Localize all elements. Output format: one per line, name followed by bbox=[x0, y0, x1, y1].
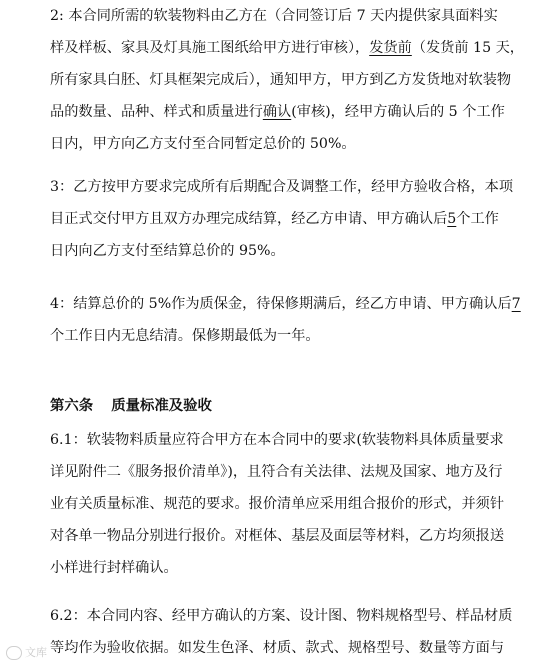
text-line: 详见附件二《服务报价清单》)，且符合有关法律、法规及国家、地方及行 bbox=[50, 464, 503, 480]
text-line: 日内，甲方向乙方支付至合同暂定总价的 50%。 bbox=[50, 136, 356, 152]
underlined-text: 确认 bbox=[262, 104, 292, 120]
text-line: 对各单一物品分别进行报价。对框体、基层及面层等材料，乙方均须报送 bbox=[50, 528, 505, 544]
clause-5-4-paragraph bbox=[50, 288, 521, 352]
text-line: 个工作日内无息结清。保修期最低为一年。 bbox=[50, 328, 320, 344]
article-title: 质量标准及验收 bbox=[111, 397, 212, 414]
text-line: 4：结算总价的 5%作为质保金，待保修期满后，经乙方申请、甲方确认后7 bbox=[50, 296, 521, 312]
article-number: 第六条 bbox=[50, 397, 94, 414]
underlined-text: 发货前 bbox=[369, 40, 412, 56]
text-line: 2: 本合同所需的软装物料由乙方在（合同签订后 7 天内提供家具面料实 bbox=[50, 8, 498, 24]
clause-6-2-paragraph bbox=[50, 600, 513, 664]
watermark-logo-icon bbox=[6, 646, 22, 660]
text-line: 品的数量、品种、样式和质量进行确认(审核)，经甲方确认后的 5 个工作 bbox=[50, 104, 505, 120]
text-line: 3：乙方按甲方要求完成所有后期配合及调整工作，经甲方验收合格，本项 bbox=[50, 179, 514, 195]
watermark: 文库 bbox=[6, 646, 47, 660]
clause-6-1-paragraph bbox=[50, 424, 508, 584]
underlined-text: 5 bbox=[447, 211, 457, 227]
text-line: 样及样板、家具及灯具施工图纸给甲方进行审核），发货前（发货前 15 天， bbox=[50, 40, 524, 56]
underlined-text: 7 bbox=[511, 296, 521, 312]
text-line: 等均作为验收依据。如发生色泽、材质、款式、规格型号、数量等方面与 bbox=[50, 640, 505, 656]
text-line: 目正式交付甲方且双方办理完成结算，经乙方申请、甲方确认后5个工作 bbox=[50, 211, 499, 227]
text-line: 小样进行封样确认。 bbox=[50, 560, 178, 576]
section-heading bbox=[50, 392, 212, 420]
text-line: 6.1：软装物料质量应符合甲方在本合同中的要求(软装物料具体质量要求 bbox=[50, 432, 504, 448]
clause-5-3-paragraph bbox=[50, 171, 514, 267]
text-line: 所有家具白胚、灯具框架完成后），通知甲方，甲方到乙方发货地对软装物 bbox=[50, 72, 512, 88]
clause-5-2-paragraph bbox=[50, 0, 524, 160]
text-line: 6.2：本合同内容、经甲方确认的方案、设计图、物料规格型号、样品材质 bbox=[50, 608, 513, 624]
text-line: 日内向乙方支付至结算总价的 95%。 bbox=[50, 243, 285, 259]
text-line: 业有关质量标准、规范的要求。报价清单应采用组合报价的形式，并须针 bbox=[50, 496, 505, 512]
